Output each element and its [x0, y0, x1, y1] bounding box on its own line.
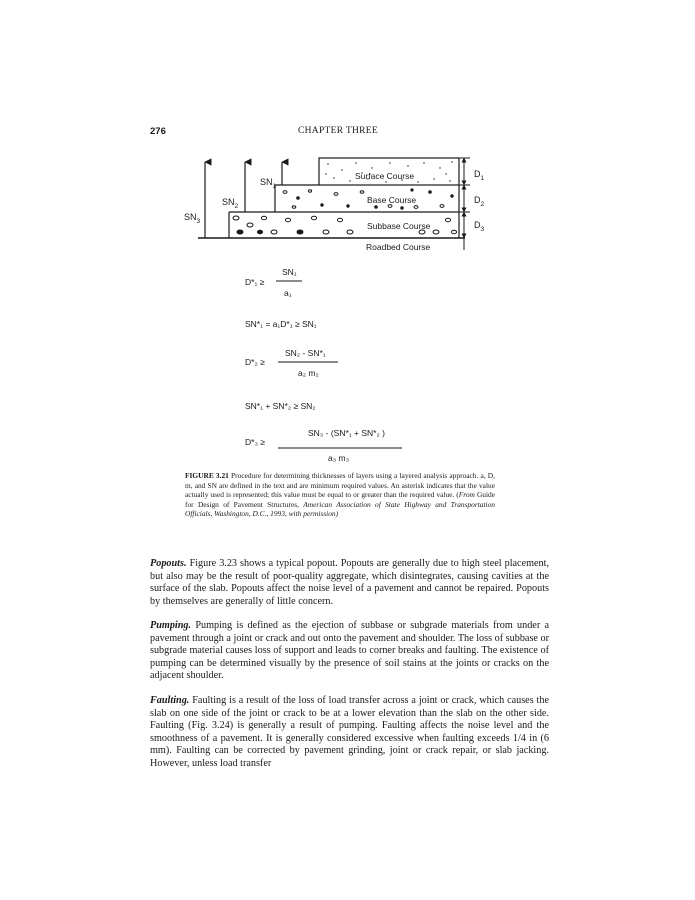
pavement-layer-diagram [150, 150, 550, 470]
popouts-text: Figure 3.23 shows a typical popout. Popouts are generally due to high steel placement, but also may be the result of poor-quality aggregate, which disintegrates, causing cavities at the surface of the slab. Popouts affect the noise level of a pavement and cannot be repaired. Popouts by themselves are generally of little concern. [150, 558, 550, 607]
eq3-lhs: D*₂ ≥ [245, 357, 265, 367]
figure-caption-source-title: Guide for Design of Pavement Structures, [185, 490, 495, 509]
sn3-label: $SN_3$ [184, 212, 201, 225]
d2-label: $D_2$ [474, 195, 485, 208]
paragraph-popouts [150, 558, 549, 608]
roadbed-course-label: Roadbed Course [366, 242, 431, 252]
sn1-label: $SN_1$ [260, 177, 277, 190]
eq5-numerator: SN₃ - (SN*₁ + SN*₂ ) [308, 428, 385, 438]
design-equations [245, 267, 402, 463]
d1-label: $D_1$ [474, 169, 485, 182]
eq4: SN*₁ + SN*₂ ≥ SN₂ [245, 401, 316, 411]
eq2: SN*₁ = a₁D*₁ ≥ SN₁ [245, 319, 317, 329]
subbase-course-label: Subbase Course [367, 221, 431, 231]
pumping-text: Pumping is defined as the ejection of subbase or subgrade materials from under a pavement through a joint or crack and out onto the pavement and shoulder. The loss of subbase or subgrade material causes loss of support and leads to corner breaks and faulting. The existence of pumping can be determined visually by the presence of soil stains at the joints or cracks on the adjacent shoulder. [150, 620, 549, 682]
thickness-markers [459, 158, 470, 250]
eq5-denominator: a₃ m₃ [328, 453, 350, 463]
base-course-label: Base Course [367, 195, 417, 205]
faulting-heading: Faulting. [150, 695, 190, 706]
page-number: 276 [150, 126, 166, 137]
figure-caption [185, 471, 495, 519]
eq1-denominator: a₁ [284, 288, 292, 298]
figure-caption-from: From [458, 490, 475, 500]
eq5-lhs: D*₃ ≥ [245, 437, 265, 447]
figure-caption-label: FIGURE 3.21 [185, 471, 229, 480]
popouts-heading: Popouts. [150, 558, 187, 569]
paragraph-faulting [150, 695, 549, 771]
paragraph-pumping [150, 620, 549, 683]
figure-3-21 [150, 150, 550, 470]
faulting-text: Faulting is a result of the loss of load transfer across a joint or crack, which causes the slab on one side of the joint or crack to be at a lower elevation than the slab on the other side. Faulting (Fig. 3.24) is generally a result of pumping. Faulting affects the noise level and the smoothness of a pavement. It is generally considered excessive when faulting exceeds 1/4 in (6 mm). Faulting can be corrected by pavement grinding, joint or crack repair, or slab jacking. However, unless load transfer [150, 695, 550, 769]
eq1-lhs: D*₁ ≥ [245, 277, 265, 287]
eq3-denominator: a₂ m₂ [298, 368, 319, 378]
d3-label: $D_3$ [474, 220, 485, 233]
eq1-numerator: SN₁ [282, 267, 297, 277]
sn2-label: $SN_2$ [222, 197, 239, 210]
figure-caption-source-publisher: American Association of State Highway and Transportation Officials, Washington, D.C., 1993, with permission) [185, 499, 495, 519]
surface-course-label: Surface Course [355, 171, 415, 181]
eq3-numerator: SN₂ - SN*₁ [285, 348, 326, 358]
figure-caption-text: Procedure for determining thicknesses of layers using a layered analysis approach. a, D, m, and SN are defined in the text and are minimum required values. An asterisk indicates that the value actually used is represented; this value must be equal to or greater than the required value. ( [185, 471, 495, 500]
pumping-heading: Pumping. [150, 620, 192, 631]
chapter-title: CHAPTER THREE [298, 126, 378, 136]
